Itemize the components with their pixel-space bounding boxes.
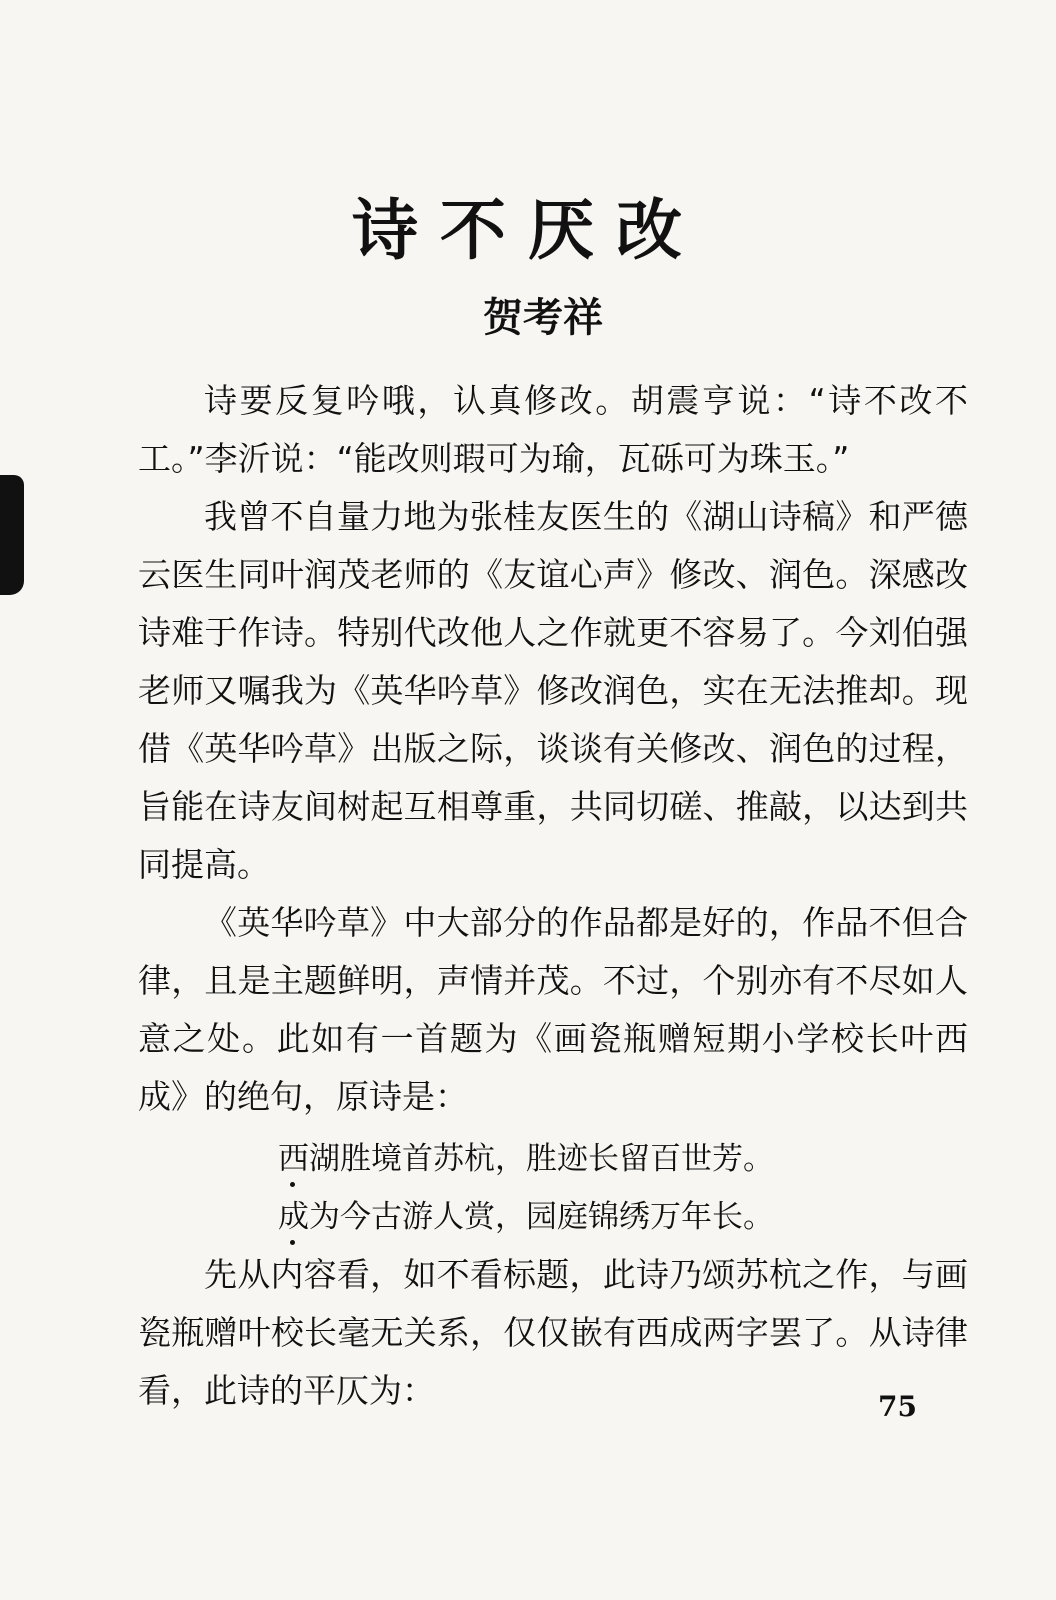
- paragraph: 《英华吟草》中大部分的作品都是好的，作品不但合律，且是主题鲜明，声情并茂。不过，个别亦有不尽如人意之处。此如有一首题为《画瓷瓶赠短期小学校长叶西成》的绝句，原诗是：: [138, 903, 968, 1116]
- paragraph: 诗要反复吟哦，认真修改。胡震亨说：“诗不改不工。”李沂说：“能改则瑕可为瑜，瓦砾可为珠玉。”: [138, 381, 968, 478]
- article-author: 贺考祥: [483, 294, 603, 341]
- poem-line: 西湖胜境首苏杭，胜迹长留百世芳。: [278, 1130, 968, 1188]
- poem-quote: [138, 1130, 968, 1246]
- article-body: [138, 372, 968, 1420]
- scan-margin-mark: [0, 475, 24, 595]
- page-number: 75: [878, 1390, 917, 1423]
- emphasis-dot: [290, 1240, 295, 1245]
- poem-line: 成为今古游人赏，园庭锦绣万年长。: [278, 1188, 968, 1246]
- paragraph: 先从内容看，如不看标题，此诗乃颂苏杭之作，与画瓷瓶赠叶校长毫无关系，仅仅嵌有西成两字罢了。从诗律看，此诗的平仄为：: [138, 1255, 968, 1410]
- emphasis-dot: [290, 1182, 295, 1187]
- paragraph: 我曾不自量力地为张桂友医生的《湖山诗稿》和严德云医生同叶润茂老师的《友谊心声》修改、润色。深感改诗难于作诗。特别代改他人之作就更不容易了。今刘伯强老师又嘱我为《英华吟草》修改润色，实在无法推却。现借《英华吟草》出版之际，谈谈有关修改、润色的过程，旨能在诗友间树起互相尊重，共同切磋、推敲，以达到共同提高。: [138, 497, 968, 884]
- article-title: 诗不厌改: [352, 191, 704, 269]
